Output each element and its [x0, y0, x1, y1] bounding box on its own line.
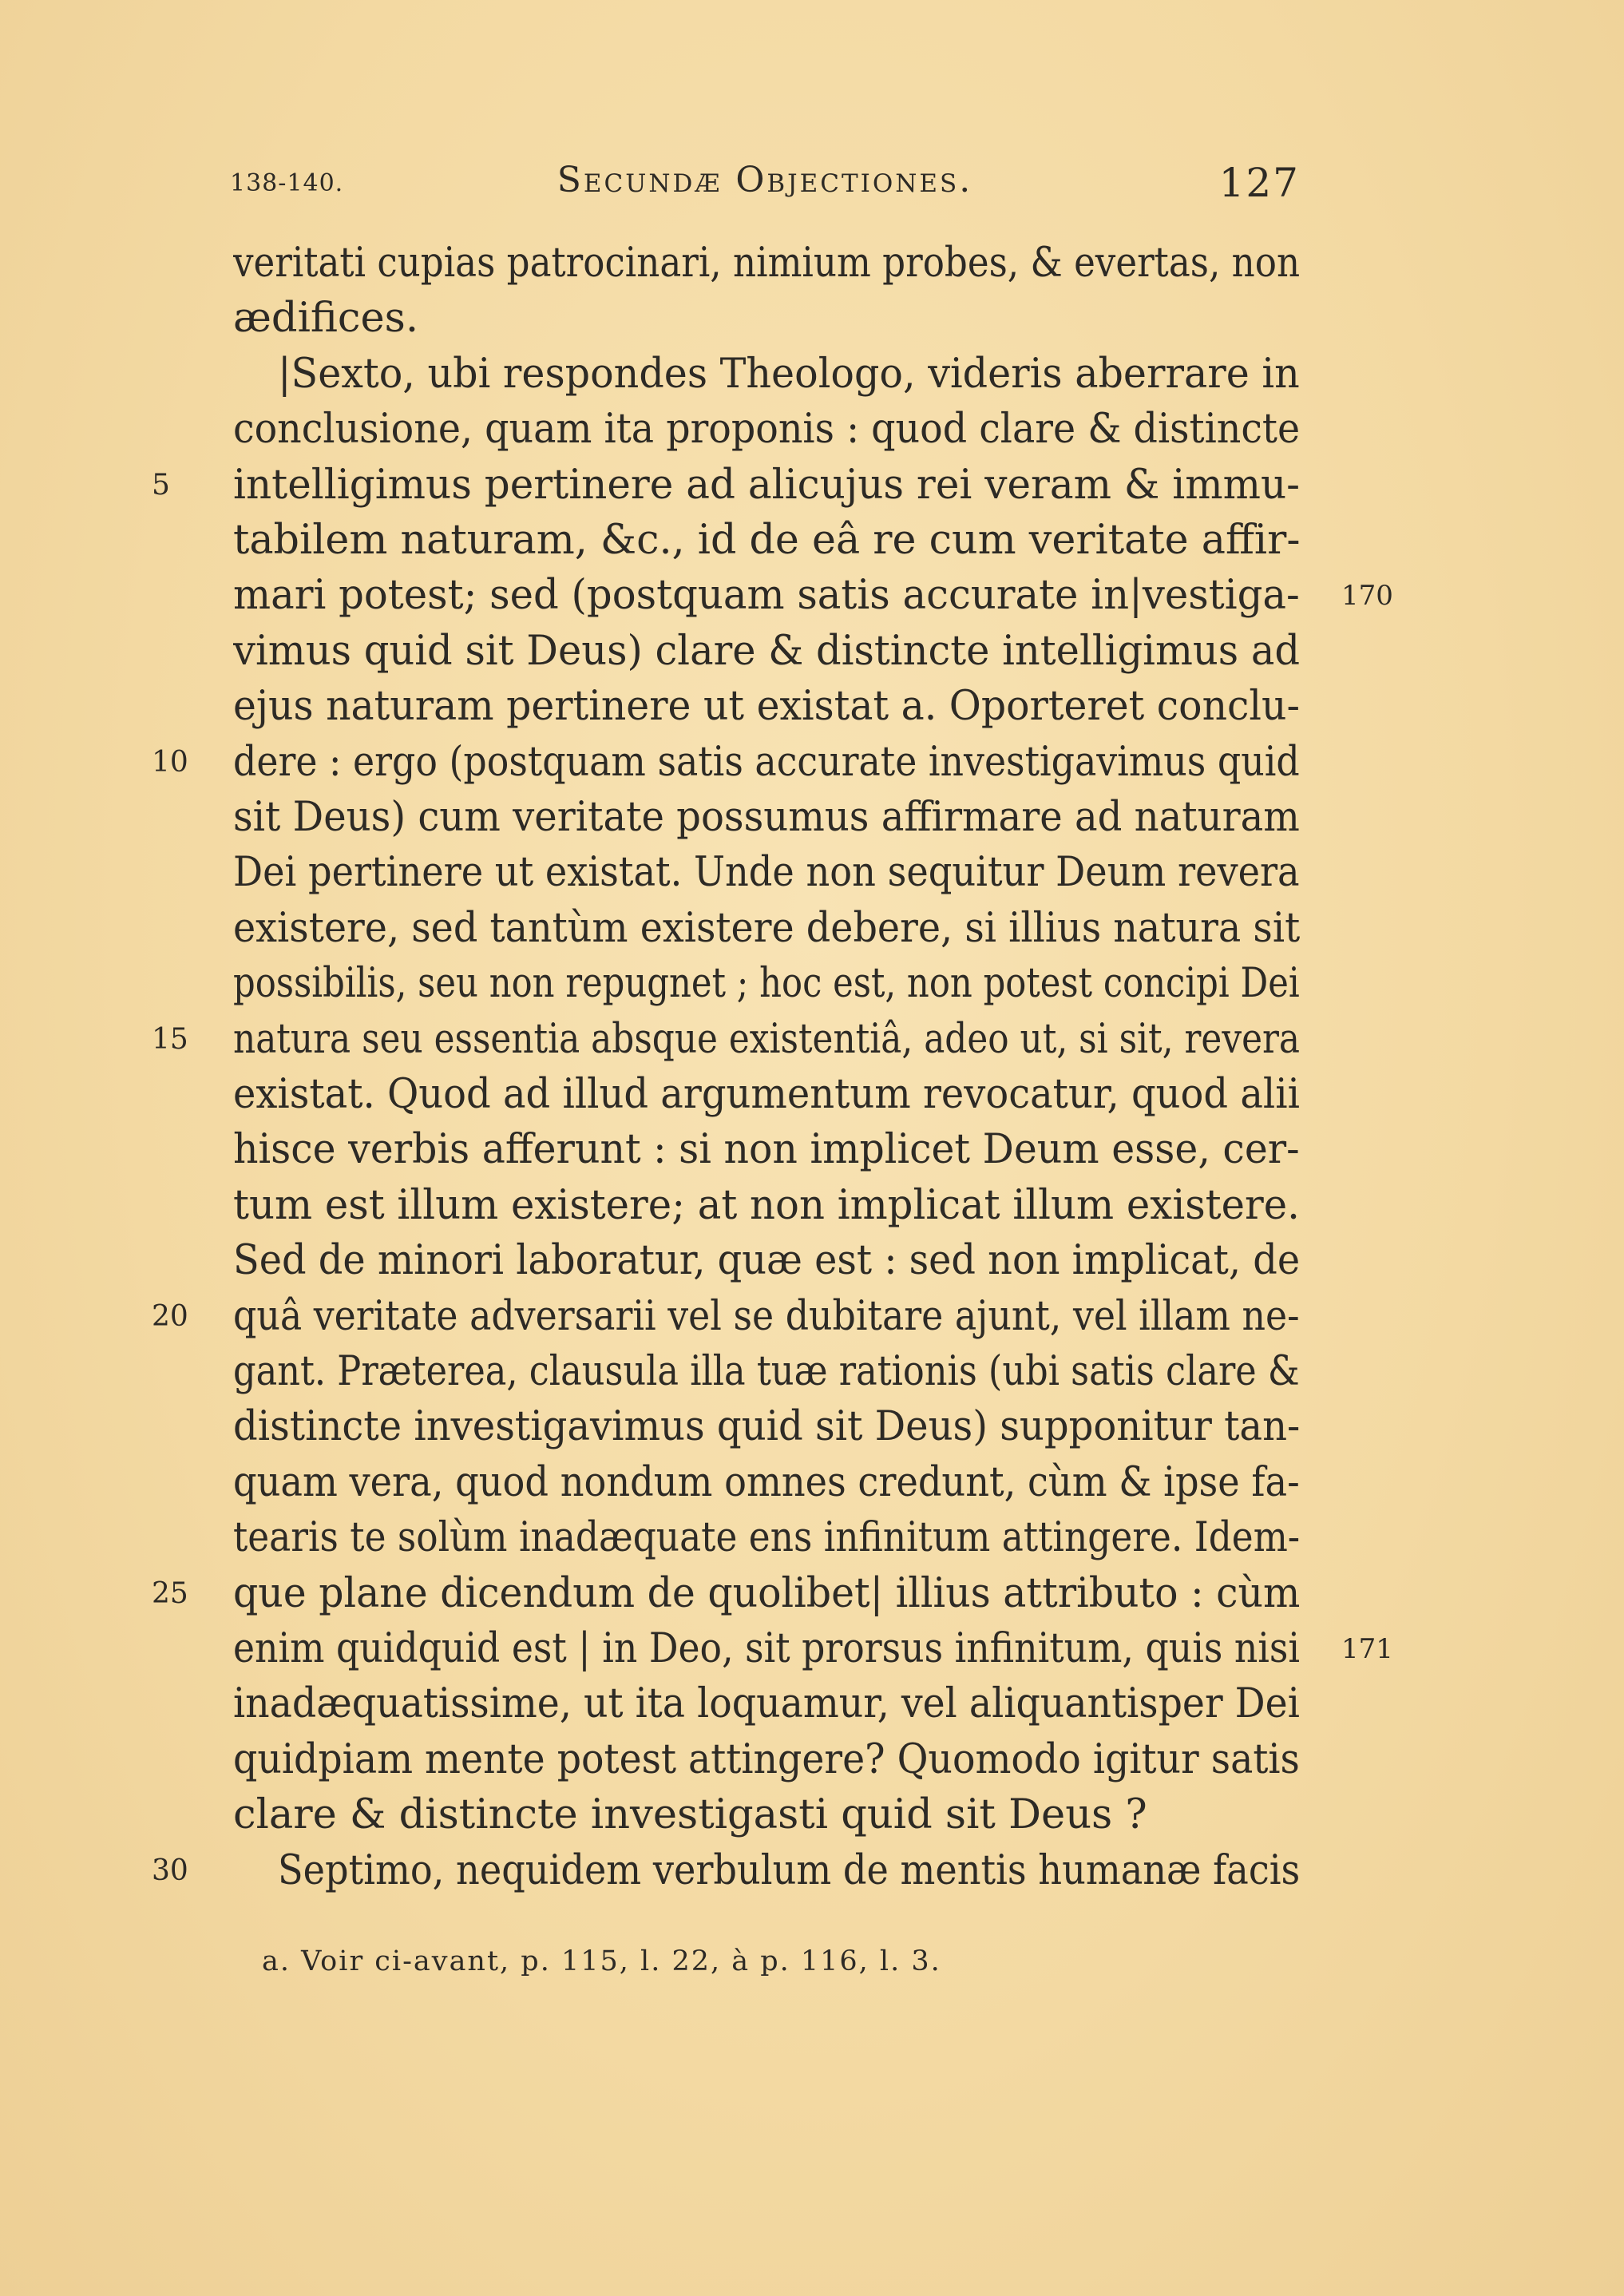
text-line-content: Dei pertinere ut existat. Unde non sequitur Deum revera: [233, 849, 1300, 897]
margin-page-ref: 171: [1341, 1633, 1393, 1665]
text-line-content: tum est illum existere; at non implicat illum existere.: [233, 1181, 1300, 1229]
text-line-content: distincte investigavimus quid sit Deus) supponitur tan-: [233, 1403, 1300, 1451]
text-line: [233, 458, 1300, 514]
text-line: [233, 402, 1300, 458]
text-line-content: hisce verbis afferunt : si non implicet Deum esse, cer-: [233, 1126, 1300, 1174]
text-line: [233, 236, 1300, 291]
text-line: [233, 735, 1300, 791]
text-line: [233, 624, 1300, 680]
section-range: 138-140.: [230, 169, 344, 197]
text-line-content: gant. Præterea, clausula illa tuæ rationis (ubi satis clare &: [233, 1348, 1300, 1395]
text-line: [278, 1843, 1300, 1899]
text-line-content: enim quidquid est | in Deo, sit prorsus infinitum, quis nisi: [233, 1625, 1300, 1672]
text-line-content: vimus quid sit Deus) clare & distincte intelligimus ad: [233, 627, 1300, 675]
text-line-content: quidpiam mente potest attingere? Quomodo igitur satis: [233, 1735, 1300, 1783]
text-line: [233, 513, 1300, 569]
text-line-content: ejus naturam pertinere ut existat a. Oporteret conclu-: [233, 683, 1300, 731]
text-line-content: que plane dicendum de quolibet| illius attributo : cùm: [233, 1569, 1300, 1617]
text-line-content: possibilis, seu non repugnet ; hoc est, non potest concipi Dei: [233, 960, 1300, 1008]
margin-page-ref: 170: [1341, 580, 1393, 613]
text-line: [233, 1344, 1300, 1400]
line-number: 15: [152, 1022, 188, 1056]
text-line-content: quâ veritate adversarii vel se dubitare ajunt, vel illam ne-: [233, 1292, 1300, 1340]
text-line: [233, 1676, 1300, 1732]
text-line-content: veritati cupias patrocinari, nimium probes, & evertas, non: [233, 240, 1300, 287]
text-line-content: clare & distincte investigasti quid sit Deus ?: [233, 1791, 1147, 1839]
text-line: [233, 1012, 1300, 1068]
text-line: [233, 845, 1300, 901]
text-line-content: existat. Quod ad illud argumentum revocatur, quod alii: [233, 1071, 1300, 1118]
text-line: [233, 1122, 1300, 1178]
text-line-content: tearis te solùm inadæquate ens infinitum attingere. Idem-: [233, 1514, 1300, 1562]
text-line: [233, 679, 1300, 735]
text-line-content: sit Deus) cum veritate possumus affirmare ad naturam: [233, 794, 1300, 841]
text-line-content: |Sexto, ubi respondes Theologo, videris aberrare in: [278, 350, 1300, 398]
text-line: [233, 901, 1300, 957]
running-title: Secundæ Objectiones.: [557, 160, 973, 200]
page-number: 127: [1218, 160, 1300, 206]
footnote: a. Voir ci-avant, p. 115, l. 22, à p. 116, l. 3.: [262, 1945, 941, 1977]
text-line-content: quam vera, quod nondum omnes credunt, cùm & ipse fa-: [233, 1458, 1300, 1506]
text-line: [233, 568, 1300, 624]
running-header: [230, 160, 1300, 208]
text-line: [233, 1067, 1300, 1123]
text-line: [233, 1455, 1300, 1511]
text-line-content: ædifices.: [233, 295, 419, 343]
text-line-content: tabilem naturam, &c., id de eâ re cum veritate affir-: [233, 517, 1300, 564]
line-number: 25: [152, 1576, 188, 1610]
text-line: [233, 1787, 1300, 1843]
text-line-content: Sed de minori laboratur, quæ est : sed non implicat, de: [233, 1237, 1300, 1285]
text-line-content: existere, sed tantùm existere debere, si illius natura sit: [233, 904, 1300, 952]
text-line-content: mari potest; sed (postquam satis accurate in|vestiga-: [233, 572, 1300, 620]
text-line-content: intelligimus pertinere ad alicujus rei veram & immu-: [233, 461, 1300, 509]
text-line: [233, 1289, 1300, 1345]
line-number: 30: [152, 1854, 188, 1887]
text-line: [233, 1178, 1300, 1234]
text-line-content: natura seu essentia absque existentiâ, adeo ut, si sit, revera: [233, 1015, 1300, 1063]
text-line-content: dere : ergo (postquam satis accurate investigavimus quid: [233, 738, 1300, 786]
text-line: [233, 291, 1300, 347]
text-line: [233, 1621, 1300, 1677]
text-line-content: Septimo, nequidem verbulum de mentis humanæ facis: [278, 1846, 1300, 1894]
text-line: [233, 1732, 1300, 1788]
text-line: [278, 347, 1300, 402]
line-number: 5: [152, 468, 170, 502]
text-line-content: inadæquatissime, ut ita loquamur, vel aliquantisper Dei: [233, 1680, 1300, 1728]
text-line: [233, 1233, 1300, 1289]
text-line: [233, 956, 1300, 1012]
text-line: [233, 790, 1300, 846]
text-line: [233, 1399, 1300, 1455]
text-line: [233, 1566, 1300, 1622]
line-number: 10: [152, 745, 188, 779]
line-number: 20: [152, 1299, 188, 1333]
text-line-content: conclusione, quam ita proponis : quod clare & distincte: [233, 406, 1300, 454]
text-line: [233, 1510, 1300, 1566]
